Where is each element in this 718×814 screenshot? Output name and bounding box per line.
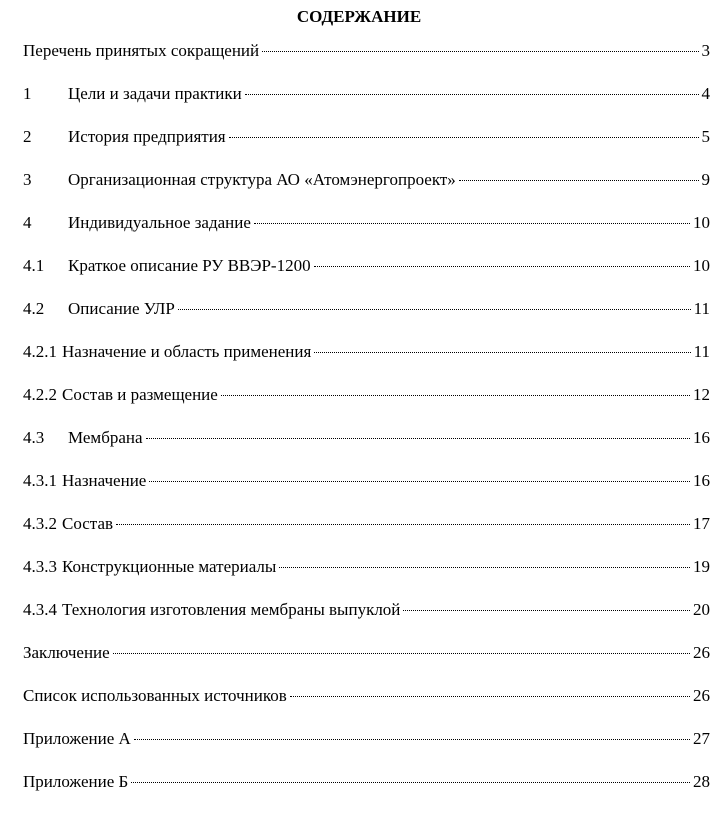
toc-entry-label: Конструкционные материалы <box>62 557 277 576</box>
toc-entry-page: 11 <box>693 299 710 318</box>
toc-entry-page: 11 <box>693 342 710 361</box>
toc-entry-number: 4.2 <box>23 299 45 318</box>
toc-entry-number: 4.3.1 <box>23 471 57 490</box>
toc-entry-page: 20 <box>693 600 710 619</box>
toc-entry-page: 10 <box>693 213 710 232</box>
dot-leader <box>149 481 690 482</box>
dot-leader <box>146 438 690 439</box>
toc-entry-4[interactable] <box>23 212 710 255</box>
toc-entry-label: Мембрана <box>68 428 143 447</box>
toc-entry-page: 27 <box>693 729 710 748</box>
toc-entry-4-3-2[interactable] <box>23 513 710 556</box>
toc-entry-number: 4.3 <box>23 428 45 447</box>
toc-entry-appendix-a[interactable] <box>23 728 710 771</box>
table-of-contents <box>23 40 710 814</box>
toc-entry-page: 26 <box>693 686 710 705</box>
toc-entry-label: Организационная структура АО «Атомэнергопроект» <box>68 170 456 189</box>
toc-entry-label: Краткое описание РУ ВВЭР-1200 <box>68 256 311 275</box>
toc-entry-page: 26 <box>693 643 710 662</box>
toc-entry-number: 4.2.1 <box>23 342 57 361</box>
toc-entry-label: Приложение Б <box>23 772 129 791</box>
toc-entry-number: 3 <box>23 170 32 189</box>
toc-entry-page: 12 <box>693 385 710 404</box>
dot-leader <box>178 309 691 310</box>
dot-leader <box>403 610 690 611</box>
toc-entry-label: Заключение <box>23 643 110 662</box>
dot-leader <box>113 653 690 654</box>
toc-entry-4-2-1[interactable] <box>23 341 710 384</box>
toc-entry-appendix-b[interactable] <box>23 771 710 814</box>
toc-entry-page: 19 <box>693 557 710 576</box>
toc-entry-number: 4.3.2 <box>23 514 57 533</box>
toc-entry-label: История предприятия <box>68 127 226 146</box>
toc-entry-number: 4 <box>23 213 32 232</box>
dot-leader <box>134 739 690 740</box>
dot-leader <box>290 696 690 697</box>
dot-leader <box>131 782 690 783</box>
toc-entry-4-3-1[interactable] <box>23 470 710 513</box>
toc-entry-number: 1 <box>23 84 32 103</box>
toc-entry-number: 4.1 <box>23 256 45 275</box>
toc-entry-page: 16 <box>693 471 710 490</box>
dot-leader <box>245 94 699 95</box>
toc-entry-4-1[interactable] <box>23 255 710 298</box>
toc-entry-label: Технология изготовления мембраны выпуклой <box>62 600 401 619</box>
toc-entry-label: Описание УЛР <box>68 299 175 318</box>
toc-entry-page: 9 <box>701 170 710 189</box>
toc-entry-page: 10 <box>693 256 710 275</box>
toc-entry-page: 4 <box>701 84 710 103</box>
toc-entry-4-2-2[interactable] <box>23 384 710 427</box>
toc-entry-4-2[interactable] <box>23 298 710 341</box>
toc-title: СОДЕРЖАНИЕ <box>296 7 422 26</box>
dot-leader <box>314 352 690 353</box>
toc-entry-label: Назначение <box>62 471 147 490</box>
toc-entry-4-3-3[interactable] <box>23 556 710 599</box>
toc-entry-page: 5 <box>701 127 710 146</box>
toc-entry-2[interactable] <box>23 126 710 169</box>
dot-leader <box>229 137 699 138</box>
toc-entry-3[interactable] <box>23 169 710 212</box>
toc-entry-number: 2 <box>23 127 32 146</box>
toc-entry-references[interactable] <box>23 685 710 728</box>
dot-leader <box>116 524 690 525</box>
toc-entry-4-3-4[interactable] <box>23 599 710 642</box>
toc-entry-page: 17 <box>693 514 710 533</box>
toc-entry-label: Список использованных источников <box>23 686 287 705</box>
toc-entry-1[interactable] <box>23 83 710 126</box>
toc-entry-label: Назначение и область применения <box>62 342 312 361</box>
dot-leader <box>254 223 690 224</box>
toc-entry-label: Приложение А <box>23 729 131 748</box>
toc-entry-page: 16 <box>693 428 710 447</box>
toc-entry-page: 28 <box>693 772 710 791</box>
toc-entry-conclusion[interactable] <box>23 642 710 685</box>
toc-entry-label: Перечень принятых сокращений <box>23 41 260 60</box>
dot-leader <box>459 180 699 181</box>
dot-leader <box>314 266 690 267</box>
toc-entry-label: Состав <box>62 514 114 533</box>
toc-entry-number: 4.2.2 <box>23 385 57 404</box>
toc-entry-page: 3 <box>701 41 710 60</box>
toc-entry-number: 4.3.4 <box>23 600 57 619</box>
dot-leader <box>279 567 690 568</box>
dot-leader <box>262 51 698 52</box>
toc-entry-label: Цели и задачи практики <box>68 84 242 103</box>
toc-entry-number: 4.3.3 <box>23 557 57 576</box>
toc-entry-4-3[interactable] <box>23 427 710 470</box>
dot-leader <box>221 395 690 396</box>
toc-entry-label: Индивидуальное задание <box>68 213 251 232</box>
toc-entry-label: Состав и размещение <box>62 385 218 404</box>
toc-entry-abbreviations[interactable] <box>23 40 710 83</box>
